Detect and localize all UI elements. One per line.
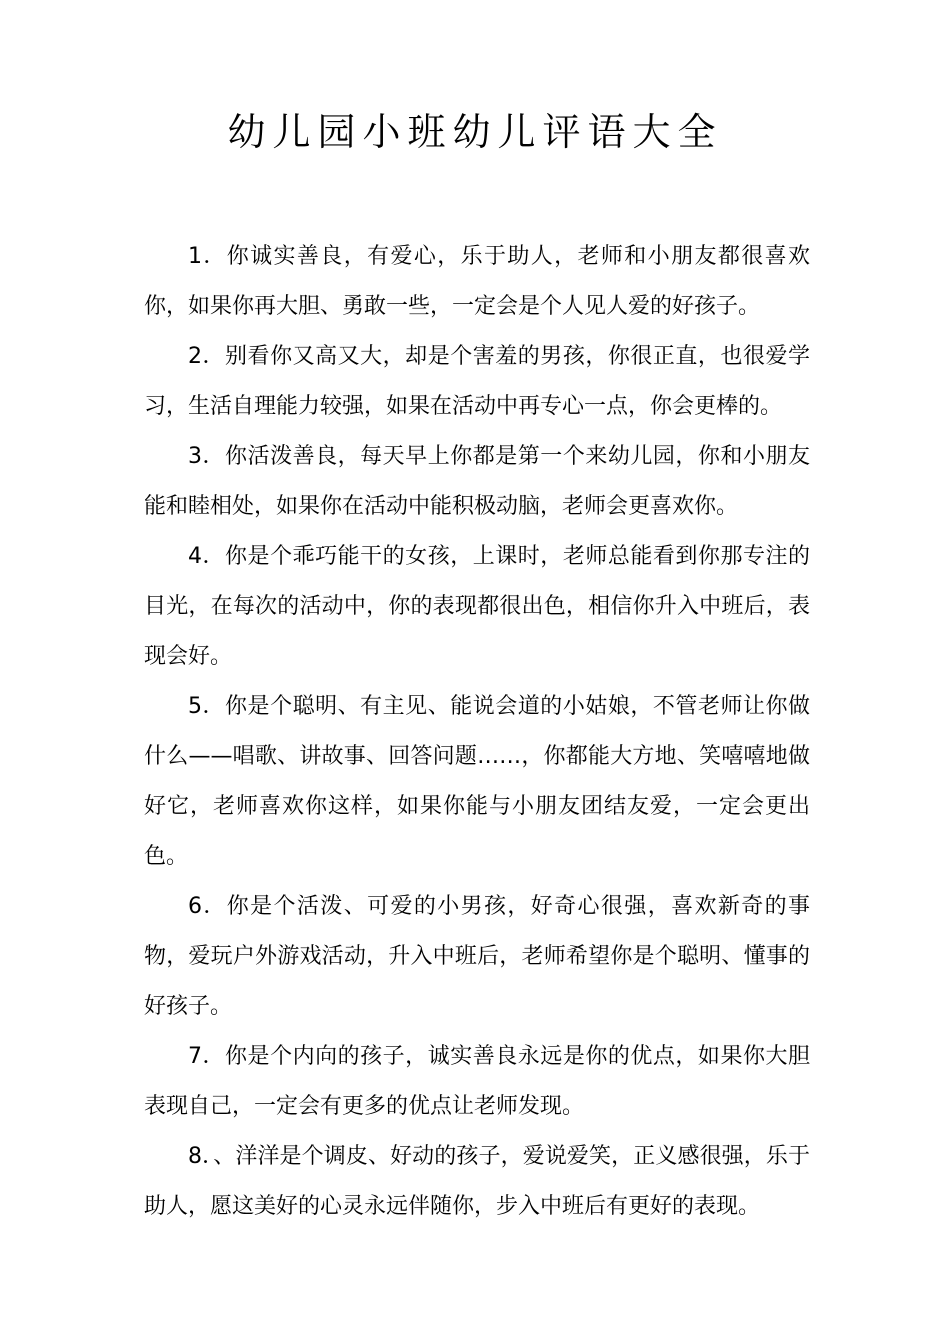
comment-paragraph-2: 2．别看你又高又大，却是个害羞的男孩，你很正直，也很爱学习，生活自理能力较强，如果在活动中再专心一点，你会更棒的。 — [144, 344, 810, 419]
comment-paragraph-1: 1．你诚实善良，有爱心，乐于助人，老师和小朋友都很喜欢你，如果你再大胆、勇敢一些，一定会是个人见人爱的好孩子。 — [144, 244, 810, 319]
comment-paragraph-7: 7．你是个内向的孩子，诚实善良永远是你的优点，如果你大胆表现自己，一定会有更多的优点让老师发现。 — [144, 1044, 810, 1119]
comment-paragraph-4: 4．你是个乖巧能干的女孩，上课时，老师总能看到你那专注的目光，在每次的活动中，你的表现都很出色，相信你升入中班后，表现会好。 — [144, 544, 810, 669]
document-title: 幼儿园小班幼儿评语大全 — [227, 110, 723, 154]
document-body — [144, 232, 810, 1232]
comment-paragraph-8: 8．、洋洋是个调皮、好动的孩子，爱说爱笑，正义感很强，乐于助人，愿这美好的心灵永远伴随你，步入中班后有更好的表现。 — [144, 1144, 810, 1219]
comment-paragraph-3: 3．你活泼善良，每天早上你都是第一个来幼儿园，你和小朋友能和睦相处，如果你在活动中能积极动脑，老师会更喜欢你。 — [144, 444, 810, 519]
comment-paragraph-5: 5．你是个聪明、有主见、能说会道的小姑娘，不管老师让你做什么——唱歌、讲故事、回答问题……，你都能大方地、笑嘻嘻地做好它，老师喜欢你这样，如果你能与小朋友团结友爱，一定会更出色。 — [144, 694, 810, 869]
comment-paragraph-6: 6．你是个活泼、可爱的小男孩，好奇心很强，喜欢新奇的事物，爱玩户外游戏活动，升入中班后，老师希望你是个聪明、懂事的好孩子。 — [144, 894, 810, 1019]
